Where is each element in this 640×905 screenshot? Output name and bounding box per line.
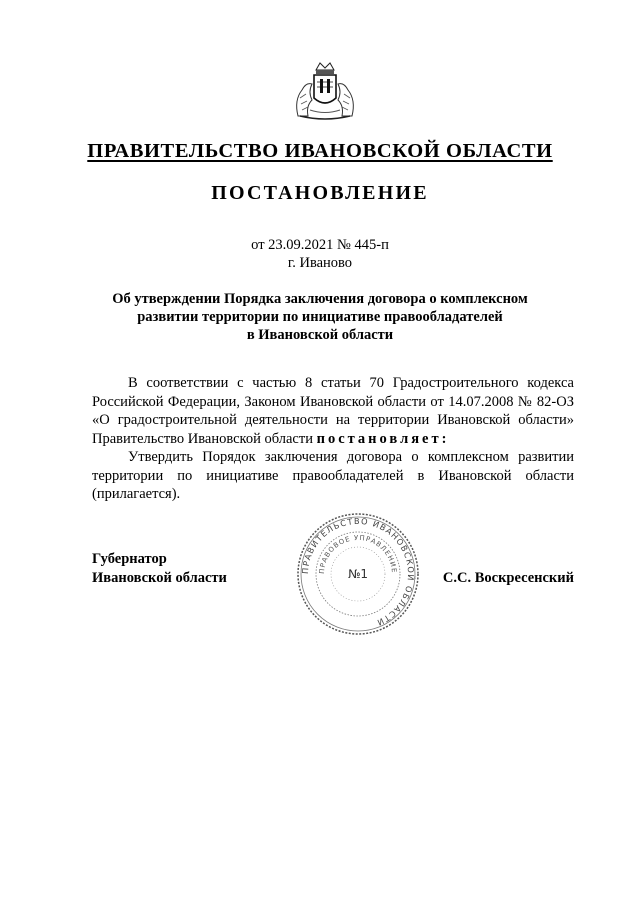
preamble-paragraph — [92, 374, 574, 448]
resolution-paragraph: Утвердить Порядок заключения договора о комплексном развитии территории по инициативе правообладателей в Ивановской области (прилагается). — [92, 449, 574, 502]
organization-name: ПРАВИТЕЛЬСТВО ИВАНОВСКОЙ ОБЛАСТИ — [87, 140, 553, 162]
document-body — [92, 374, 574, 504]
stamp-number: №1 — [347, 567, 369, 581]
city: г. Иваново — [287, 255, 353, 271]
stamp-outer-text: ПРАВИТЕЛЬСТВО ИВАНОВСКОЙ ОБЛАСТИ — [299, 515, 417, 629]
date-number-block — [0, 236, 640, 272]
official-stamp — [296, 512, 420, 636]
signatory-position — [92, 550, 227, 587]
decree-word: постановляет: — [316, 430, 450, 447]
title-line-3: в Ивановской области — [246, 327, 394, 343]
signatory-name: С.С. Воскресенский — [442, 570, 574, 586]
coat-of-arms-icon — [290, 60, 360, 122]
title-line-1: Об утверждении Порядка заключения договора о комплексном — [112, 291, 528, 307]
document-title — [60, 290, 580, 344]
title-line-2: развитии территории по инициативе правообладателей — [137, 309, 503, 325]
preamble-text: В соответствии с частью 8 статьи 70 Градостроительного кодекса Российской Федерации, Законом Ивановской области от 14.07.2008 № 82-ОЗ «О градостроительной деятельности на территории Ивановской области» Правительство Ивановской области — [92, 375, 574, 447]
position-line-1: Губернатор — [92, 551, 167, 567]
stamp-inner-text: ПРАВОВОЕ УПРАВЛЕНИЕ — [317, 533, 399, 575]
document-type: ПОСТАНОВЛЕНИЕ — [211, 182, 429, 204]
date-number: от 23.09.2021 № 445-п — [251, 237, 389, 253]
position-line-2: Ивановской области — [92, 569, 227, 586]
